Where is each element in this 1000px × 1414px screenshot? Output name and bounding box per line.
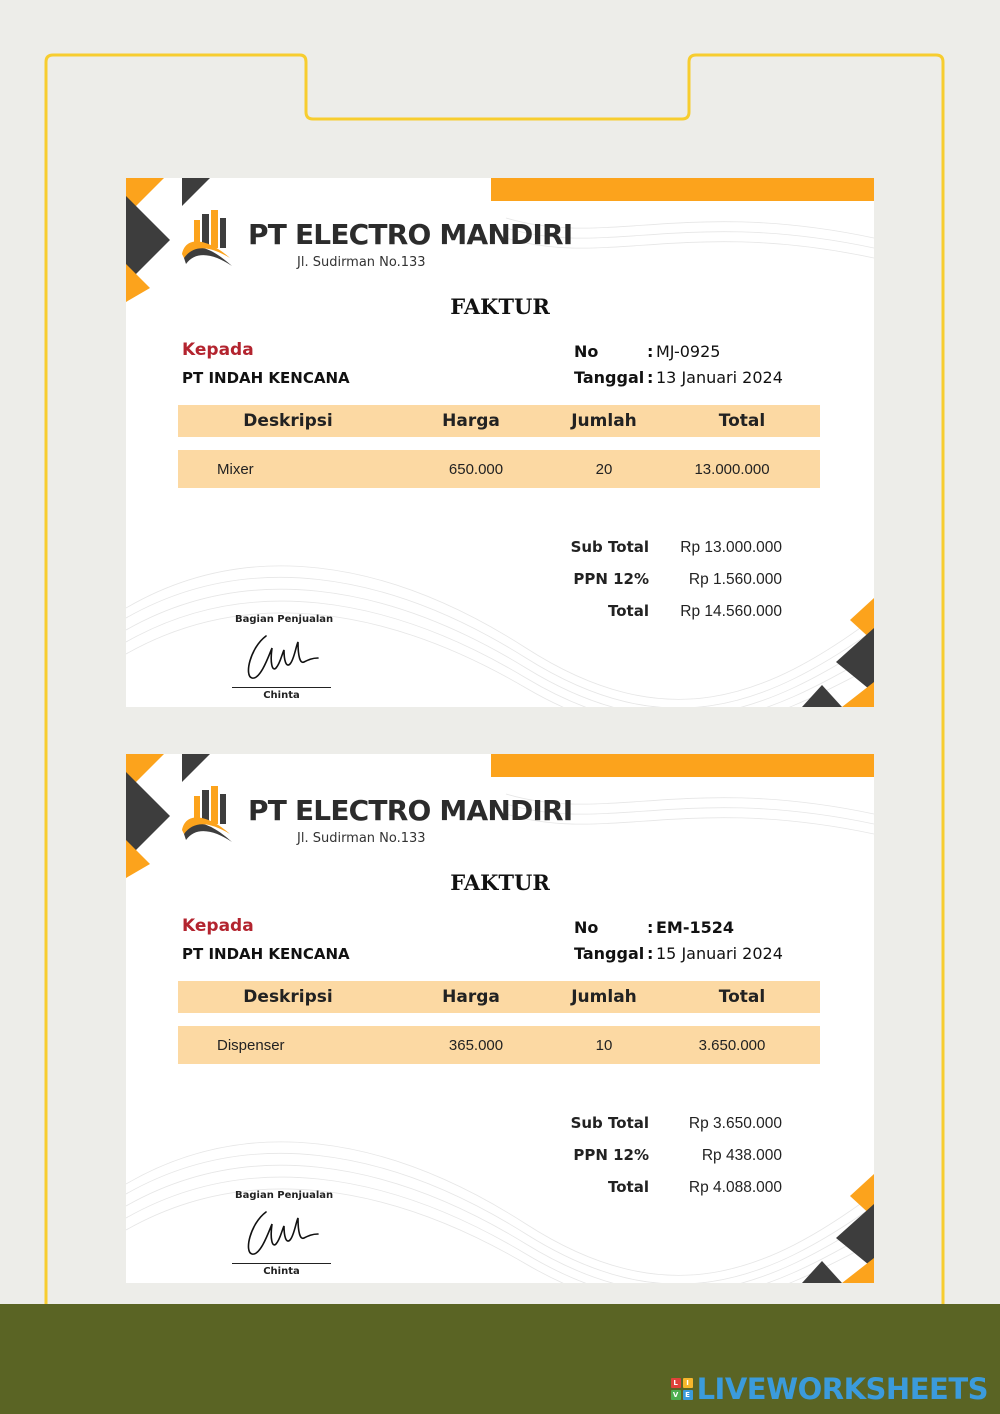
invoice-number-label: No bbox=[574, 918, 599, 937]
invoice-title: FAKTUR bbox=[450, 294, 550, 319]
grand-total-label: Total bbox=[608, 1178, 649, 1196]
logo-letter-l: L bbox=[671, 1378, 681, 1388]
item-description: Mixer bbox=[217, 461, 254, 478]
column-header-harga: Harga bbox=[442, 987, 500, 1007]
customer-name: PT INDAH KENCANA bbox=[182, 369, 350, 387]
item-description: Dispenser bbox=[217, 1037, 285, 1054]
company-name: PT ELECTRO MANDIRI bbox=[248, 218, 573, 251]
invoice-date-colon: : bbox=[647, 368, 654, 387]
company-address: Jl. Sudirman No.133 bbox=[297, 255, 426, 270]
ppn-value: Rp 438.000 bbox=[701, 1147, 782, 1164]
kepada-label: Kepada bbox=[182, 340, 254, 360]
company-name: PT ELECTRO MANDIRI bbox=[248, 794, 573, 827]
signature-line bbox=[232, 687, 331, 688]
invoice-number-colon: : bbox=[647, 918, 654, 937]
signature-name: Chinta bbox=[263, 1266, 300, 1277]
customer-name: PT INDAH KENCANA bbox=[182, 945, 350, 963]
column-header-deskripsi: Deskripsi bbox=[243, 411, 333, 431]
building-logo-icon bbox=[180, 206, 240, 272]
invoice-title: FAKTUR bbox=[450, 870, 550, 895]
column-header-total: Total bbox=[718, 411, 766, 431]
liveworksheets-logo[interactable] bbox=[671, 1372, 988, 1406]
subtotal-value: Rp 13.000.000 bbox=[680, 539, 782, 556]
invoice-number-colon: : bbox=[647, 342, 654, 361]
kepada-label: Kepada bbox=[182, 916, 254, 936]
company-address: Jl. Sudirman No.133 bbox=[297, 831, 426, 846]
item-quantity: 20 bbox=[595, 461, 613, 478]
item-quantity: 10 bbox=[595, 1037, 613, 1054]
invoice-date-label: Tanggal bbox=[574, 368, 645, 387]
logo-letter-e: E bbox=[683, 1390, 693, 1400]
item-total: 13.000.000 bbox=[694, 461, 770, 478]
subtotal-label: Sub Total bbox=[570, 538, 649, 556]
signature-title: Bagian Penjualan bbox=[235, 1190, 334, 1201]
signature-icon bbox=[242, 628, 322, 686]
ppn-value: Rp 1.560.000 bbox=[688, 571, 782, 588]
invoice-number-value: MJ-0925 bbox=[656, 342, 721, 361]
logo-letter-v: V bbox=[671, 1390, 681, 1400]
table-row bbox=[178, 450, 820, 488]
item-price: 365.000 bbox=[448, 1037, 504, 1054]
grand-total-value: Rp 4.088.000 bbox=[688, 1179, 782, 1196]
subtotal-label: Sub Total bbox=[570, 1114, 649, 1132]
grand-total-label: Total bbox=[608, 602, 649, 620]
ppn-label: PPN 12% bbox=[573, 1146, 649, 1164]
ppn-label: PPN 12% bbox=[573, 570, 649, 588]
signature-line bbox=[232, 1263, 331, 1264]
subtotal-value: Rp 3.650.000 bbox=[688, 1115, 782, 1132]
signature-title: Bagian Penjualan bbox=[235, 614, 334, 625]
liveworksheets-grid-icon bbox=[671, 1378, 693, 1400]
invoice-date-value: 15 Januari 2024 bbox=[656, 944, 783, 963]
signature-name: Chinta bbox=[263, 690, 300, 701]
item-price: 650.000 bbox=[448, 461, 504, 478]
column-header-jumlah: Jumlah bbox=[571, 411, 637, 431]
column-header-jumlah: Jumlah bbox=[571, 987, 637, 1007]
table-header bbox=[178, 981, 820, 1013]
column-header-total: Total bbox=[718, 987, 766, 1007]
column-header-deskripsi: Deskripsi bbox=[243, 987, 333, 1007]
signature-icon bbox=[242, 1204, 322, 1262]
logo-letter-i: I bbox=[683, 1378, 693, 1388]
footer-bar bbox=[0, 1304, 1000, 1414]
invoice-date-colon: : bbox=[647, 944, 654, 963]
invoice-number-label: No bbox=[574, 342, 599, 361]
invoice-date-label: Tanggal bbox=[574, 944, 645, 963]
invoice-date-value: 13 Januari 2024 bbox=[656, 368, 783, 387]
item-total: 3.650.000 bbox=[698, 1037, 766, 1054]
invoice-number-value: EM-1524 bbox=[656, 918, 735, 937]
table-row bbox=[178, 1026, 820, 1064]
column-header-harga: Harga bbox=[442, 411, 500, 431]
table-header bbox=[178, 405, 820, 437]
invoice-card-2 bbox=[126, 754, 874, 1283]
building-logo-icon bbox=[180, 782, 240, 848]
grand-total-value: Rp 14.560.000 bbox=[680, 603, 782, 620]
invoice-card-1 bbox=[126, 178, 874, 707]
liveworksheets-wordmark: LIVEWORKSHEETS bbox=[696, 1372, 988, 1406]
